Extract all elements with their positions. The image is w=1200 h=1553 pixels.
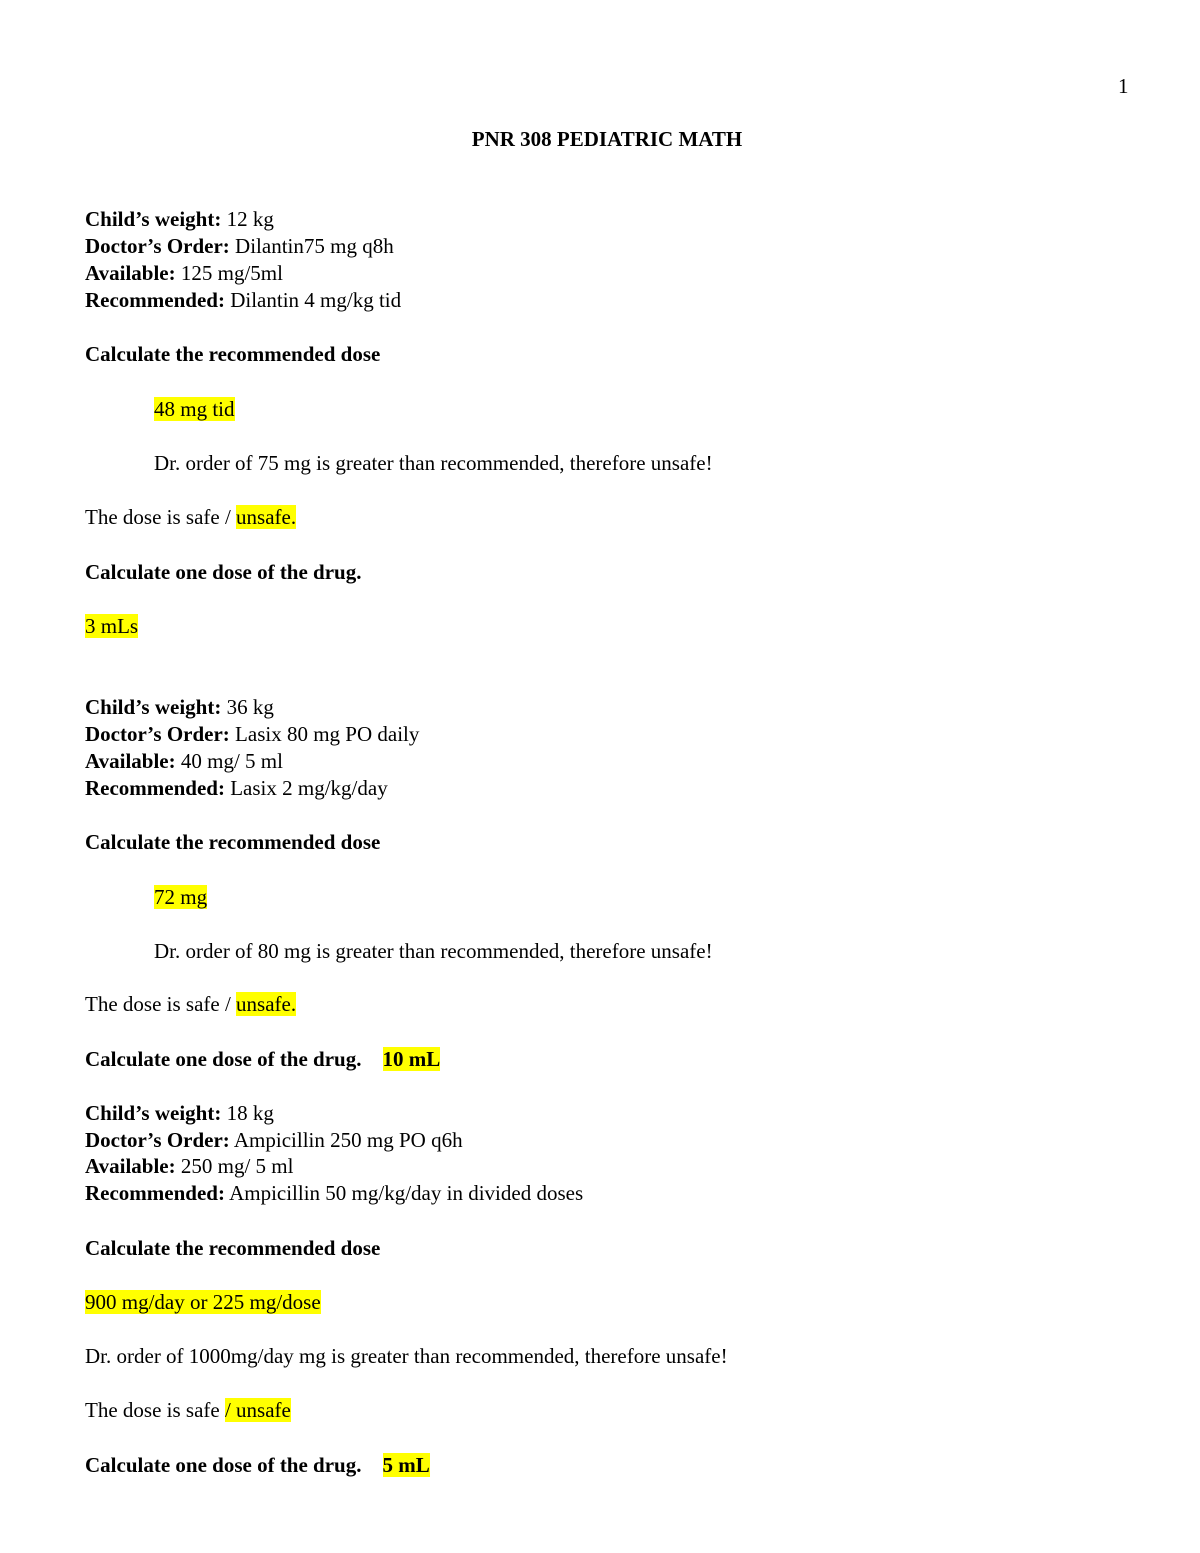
comparison-text: Dr. order of 1000mg/day mg is greater than recommended, therefore unsafe! bbox=[85, 1344, 728, 1368]
safety-prefix: The dose is safe bbox=[85, 1398, 220, 1422]
available-label: Available: bbox=[85, 1154, 176, 1178]
order-label: Doctor’s Order: bbox=[85, 722, 230, 746]
weight-label: Child’s weight: bbox=[85, 207, 222, 231]
one-dose-value: 3 mLs bbox=[85, 614, 139, 638]
available-value: 250 mg/ 5 ml bbox=[180, 1154, 294, 1178]
calc-one-dose-heading: Calculate one dose of the drug. bbox=[85, 560, 362, 584]
order-line bbox=[85, 1127, 463, 1154]
recommended-label: Recommended: bbox=[85, 1181, 225, 1205]
available-line bbox=[85, 748, 283, 775]
safety-answer: unsafe. bbox=[236, 992, 297, 1016]
recommended-dose-answer bbox=[154, 884, 207, 911]
recommended-dose-answer bbox=[154, 396, 235, 423]
calc-one-dose-heading: Calculate one dose of the drug. bbox=[85, 1047, 362, 1071]
page-title: PNR 308 PEDIATRIC MATH bbox=[471, 127, 743, 151]
one-dose-answer bbox=[85, 613, 138, 640]
weight-line bbox=[85, 694, 274, 721]
recommended-dose-value: 48 mg tid bbox=[154, 397, 235, 421]
comparison-text: Dr. order of 80 mg is greater than recommended, therefore unsafe! bbox=[154, 939, 713, 963]
safety-prefix: The dose is safe / bbox=[85, 992, 231, 1016]
recommended-value: Ampicillin 50 mg/kg/day in divided doses bbox=[229, 1181, 584, 1205]
calc-recommended-heading: Calculate the recommended dose bbox=[85, 342, 381, 366]
weight-label: Child’s weight: bbox=[85, 695, 222, 719]
safety-prefix: The dose is safe / bbox=[85, 505, 231, 529]
available-label: Available: bbox=[85, 261, 176, 285]
recommended-dose-value: 900 mg/day or 225 mg/dose bbox=[85, 1290, 321, 1314]
weight-value: 18 kg bbox=[226, 1101, 274, 1125]
available-line bbox=[85, 260, 283, 287]
order-value: Lasix 80 mg PO daily bbox=[235, 722, 420, 746]
recommended-line bbox=[85, 775, 388, 802]
calc-recommended-heading: Calculate the recommended dose bbox=[85, 1236, 381, 1260]
calc-recommended-heading: Calculate the recommended dose bbox=[85, 830, 381, 854]
order-line bbox=[85, 233, 394, 260]
available-line bbox=[85, 1153, 293, 1180]
recommended-line bbox=[85, 287, 401, 314]
recommended-label: Recommended: bbox=[85, 776, 225, 800]
safety-line bbox=[85, 504, 296, 531]
order-line bbox=[85, 721, 419, 748]
order-label: Doctor’s Order: bbox=[85, 1128, 230, 1152]
recommended-label: Recommended: bbox=[85, 288, 225, 312]
one-dose-value: 5 mL bbox=[382, 1453, 430, 1477]
weight-line bbox=[85, 206, 274, 233]
order-label: Doctor’s Order: bbox=[85, 234, 230, 258]
weight-line bbox=[85, 1100, 274, 1127]
recommended-line bbox=[85, 1180, 583, 1207]
calc-one-dose-heading: Calculate one dose of the drug. bbox=[85, 1453, 362, 1477]
available-value: 40 mg/ 5 ml bbox=[180, 749, 283, 773]
recommended-dose-answer bbox=[85, 1289, 321, 1316]
recommended-value: Dilantin 4 mg/kg tid bbox=[230, 288, 402, 312]
recommended-dose-value: 72 mg bbox=[154, 885, 208, 909]
safety-answer: / unsafe bbox=[224, 1398, 291, 1422]
order-value: Ampicillin 250 mg PO q6h bbox=[233, 1128, 463, 1152]
weight-value: 12 kg bbox=[226, 207, 274, 231]
recommended-value: Lasix 2 mg/kg/day bbox=[230, 776, 388, 800]
safety-line bbox=[85, 1397, 291, 1424]
order-value: Dilantin75 mg q8h bbox=[235, 234, 394, 258]
safety-line bbox=[85, 991, 296, 1018]
weight-value: 36 kg bbox=[226, 695, 274, 719]
calc-one-dose-line bbox=[85, 1046, 440, 1073]
page-number: 1 bbox=[1118, 74, 1129, 98]
weight-label: Child’s weight: bbox=[85, 1101, 222, 1125]
available-value: 125 mg/5ml bbox=[180, 261, 283, 285]
available-label: Available: bbox=[85, 749, 176, 773]
comparison-text: Dr. order of 75 mg is greater than recommended, therefore unsafe! bbox=[154, 451, 713, 475]
one-dose-value: 10 mL bbox=[382, 1047, 441, 1071]
calc-one-dose-line bbox=[85, 1452, 430, 1479]
safety-answer: unsafe. bbox=[236, 505, 297, 529]
